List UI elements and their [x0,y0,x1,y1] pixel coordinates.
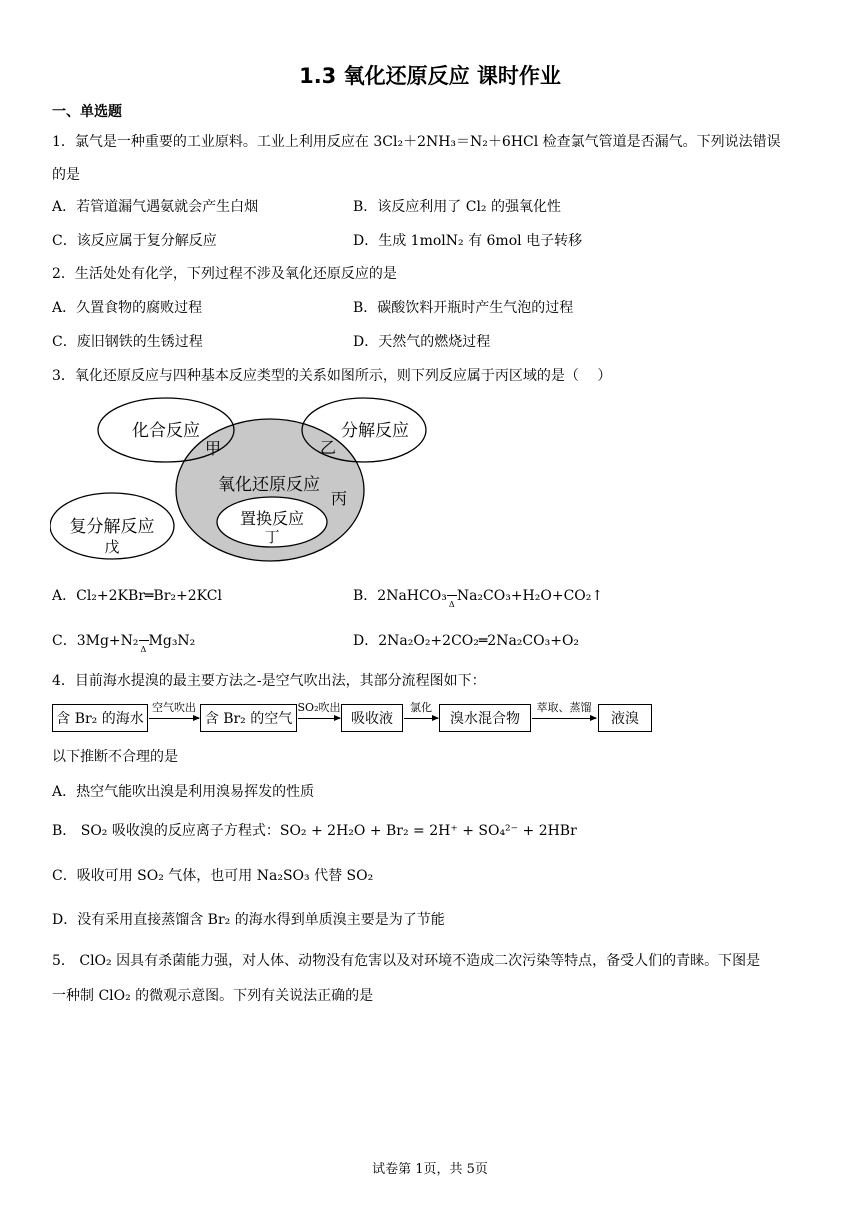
label-bing: 丙 [330,489,348,508]
q2-stem: 2．生活处处有化学，下列过程不涉及氧化还原反应的是 [52,266,397,282]
q3-option-b-heat: Δ [448,600,455,609]
bromine-flowchart [52,700,662,736]
q1-option-c: C．该反应属于复分解反应 [52,233,217,249]
q2-option-c: C．废旧钢铁的生锈过程 [52,334,203,350]
q2-option-b: B．碳酸饮料开瓶时产生气泡的过程 [353,300,574,316]
q1-stem-line1: 1．氯气是一种重要的工业原料。工业上利用反应在 3Cl₂＋2NH₃＝N₂＋6HCl 检查氯气管道是否漏气。下列说法错误 [52,134,781,150]
flow-label-chlorination: 氯化 [410,701,432,714]
q3-option-b [353,585,604,609]
q3-option-a: A．Cl₂+2KBr═Br₂+2KCl [52,588,222,604]
q3-option-c-product: Mg₃N₂ [148,633,196,649]
q3-option-c-reactant: C．3Mg+N₂ [52,633,139,649]
q2-option-a: A．久置食物的腐败过程 [52,300,203,316]
q4-option-d: D．没有采用直接蒸馏含 Br₂ 的海水得到单质溴主要是为了节能 [52,912,445,928]
label-displacement: 置换反应 [239,509,305,528]
q4-option-b: B． SO₂ 吸收溴的反应离子方程式：SO₂ + 2H₂O + Br₂ = 2H⁺ + SO₄²⁻ + 2HBr [52,823,577,839]
flow-box-absorbent: 吸收液 [341,704,403,732]
flow-label-extract: 萃取、蒸馏 [536,701,592,714]
label-yi: 乙 [319,438,337,457]
flow-arrow-4 [532,718,596,719]
label-combination: 化合反应 [132,421,200,441]
label-jia: 甲 [204,439,222,458]
q4-prompt: 以下推断不合理的是 [52,749,178,765]
q3-option-c-heat: Δ [140,645,147,654]
label-wu: 戊 [104,538,120,556]
label-ding: 丁 [264,528,280,546]
q5-stem-line1: 5． ClO₂ 因具有杀菌能力强，对人体、动物没有危害以及对环境不造成二次污染等特点，备受人们的青睐。下图是 [52,953,761,969]
label-double-decomposition: 复分解反应 [69,517,155,537]
q3-option-c [52,630,196,654]
q4-option-a: A．热空气能吹出溴是利用溴易挥发的性质 [52,784,315,800]
q5-stem-line2: 一种制 ClO₂ 的微观示意图。下列有关说法正确的是 [52,988,374,1004]
q2-option-d: D．天然气的燃烧过程 [353,334,491,350]
q4-stem: 4．目前海水提溴的最主要方法之-是空气吹出法，其部分流程图如下： [52,673,486,689]
label-redox: 氧化还原反应 [218,475,320,495]
flow-arrow-3 [404,718,438,719]
flow-box-seawater: 含 Br₂ 的海水 [52,704,148,732]
q3-stem: 3．氧化还原反应与四种基本反应类型的关系如图所示，则下列反应属于丙区域的是（ ） [52,368,612,384]
flow-box-liquid-bromine: 液溴 [598,704,652,732]
q1-option-a: A．若管道漏气遇氨就会产生白烟 [52,199,259,215]
label-decomposition: 分解反应 [341,421,409,441]
q1-option-b: B．该反应利用了 Cl₂ 的强氧化性 [353,199,561,215]
q1-option-d: D．生成 1molN₂ 有 6mol 电子转移 [353,233,583,249]
flow-label-air-blow: 空气吹出 [152,701,196,714]
section-heading: 一、单选题 [52,104,122,120]
flow-box-bromine-water: 溴水混合物 [439,704,531,732]
q1-stem-line2: 的是 [52,167,80,183]
reaction-venn-diagram [50,392,450,564]
flow-arrow-1 [149,718,199,719]
page-footer: 试卷第 1页，共 5页 [372,1162,488,1177]
flow-label-so2: SO₂吹出 [297,701,341,714]
q3-option-b-reactant: B．2NaHCO₃ [353,588,447,604]
q3-option-d: D．2Na₂O₂+2CO₂═2Na₂CO₃+O₂ [353,633,580,649]
flow-arrow-2 [298,718,340,719]
q4-option-c: C．吸收可用 SO₂ 气体，也可用 Na₂SO₃ 代替 SO₂ [52,868,374,884]
flow-box-air: 含 Br₂ 的空气 [200,704,297,732]
q3-option-b-product: Na₂CO₃+H₂O+CO₂↑ [456,588,604,604]
page-title: 1.3 氧化还原反应 课时作业 [299,64,561,88]
